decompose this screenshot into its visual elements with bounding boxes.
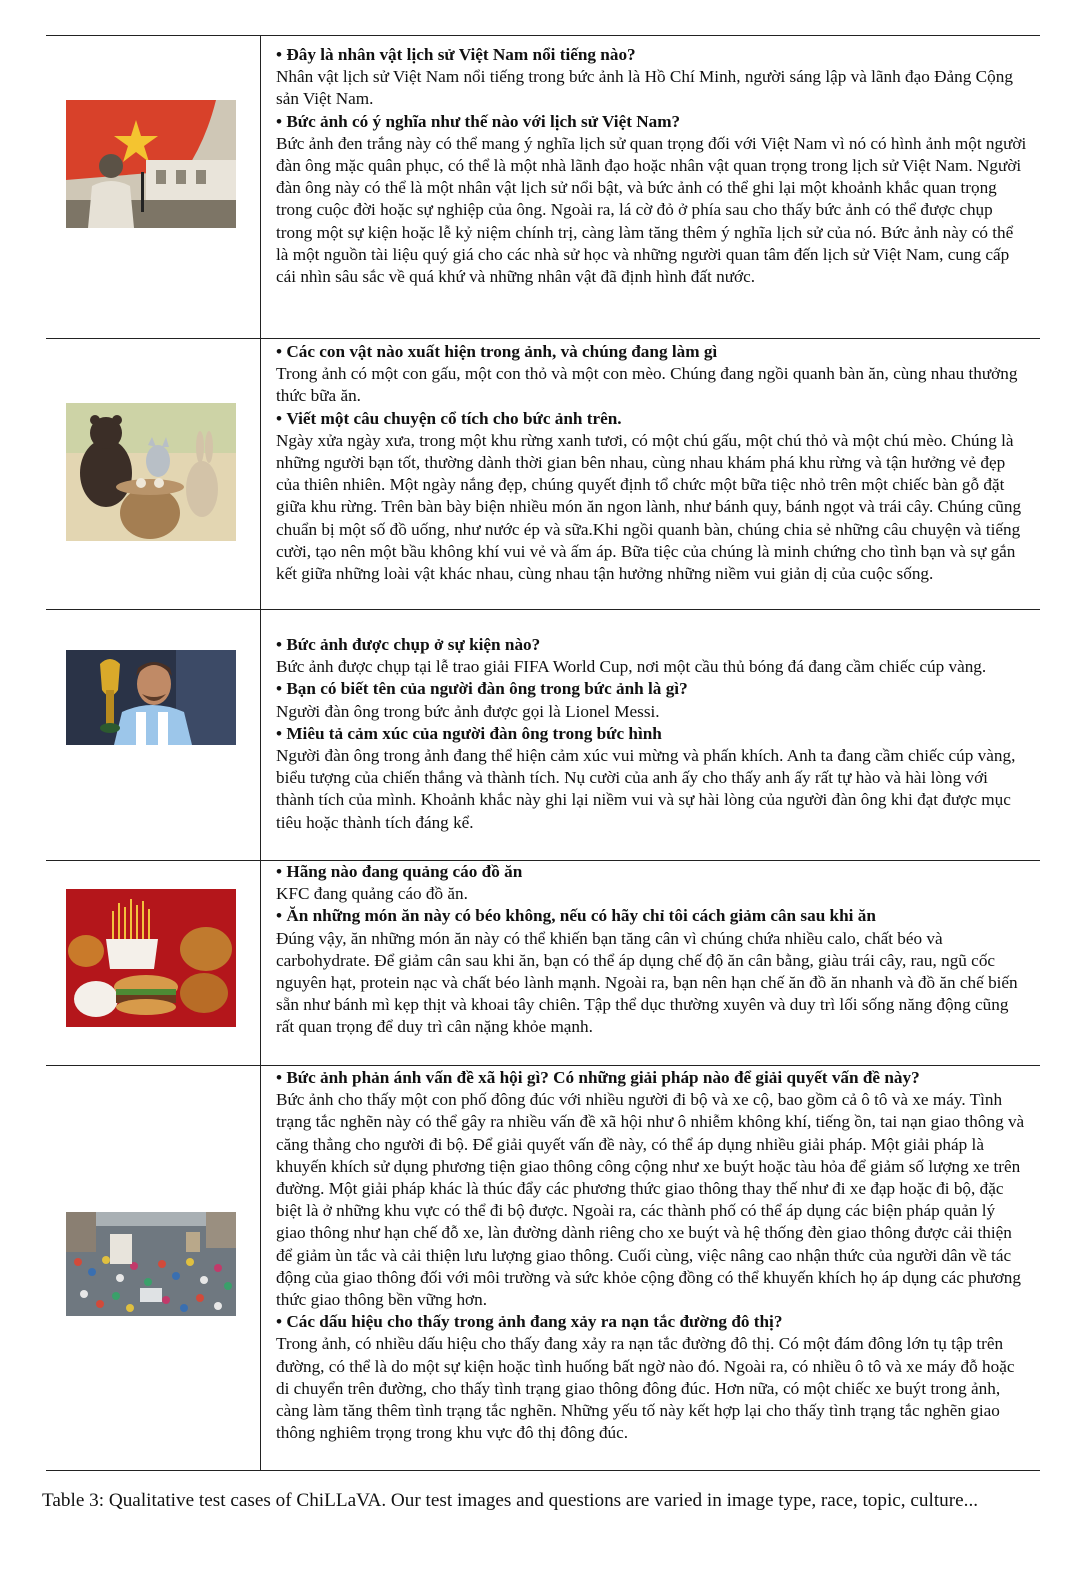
table-row	[46, 36, 1040, 339]
table-row	[46, 861, 1040, 1066]
question: • Bức ảnh được chụp ở sự kiện nào?	[276, 634, 1028, 656]
ho-chi-minh-flag-photo	[66, 100, 236, 228]
image-cell	[46, 610, 261, 860]
answer: Đúng vậy, ăn những món ăn này có thể khiến bạn tăng cân vì chúng chứa nhiều calo, chất béo và carbohydrate. Để giảm cân sau khi ăn, bạn có thể áp dụng chế độ ăn cân bằng, giàu trái cây, rau, ngũ cốc nguyên hạt, protein nạc và chất béo lành mạnh. Ngoài ra, bạn nên hạn chế ăn đồ ăn nhanh và đồ ăn chế biến sẵn như bánh mì kẹp thịt và khoai tây chiên. Tập thể dục thường xuyên và duy trì lối sống năng động cũng rất quan trọng để duy trì cân nặng khỏe mạnh.	[276, 928, 1018, 1037]
table-row	[46, 339, 1040, 610]
question: • Bức ảnh phản ánh vấn đề xã hội gì? Có những giải pháp nào để giải quyết vấn đề này?	[276, 1067, 1028, 1089]
question: • Viết một câu chuyện cổ tích cho bức ảnh trên.	[276, 408, 1028, 430]
answer: Nhân vật lịch sử Việt Nam nổi tiếng trong bức ảnh là Hồ Chí Minh, người sáng lập và lãnh đạo Đảng Cộng sản Việt Nam.	[276, 67, 1013, 109]
answer: Ngày xửa ngày xưa, trong một khu rừng xanh tươi, có một chú gấu, một chú thỏ và một chú mèo. Chúng là những người bạn tốt, thường dành thời gian bên nhau, cùng nhau khám phá khu rừng và tận hưởng vẻ đẹp của thiên nhiên. Một ngày nắng đẹp, chúng quyết định tổ chức một bữa tiệc nhỏ trên một chiếc bàn gỗ đặt giữa khu rừng. Trên bàn bày biện nhiều món ăn ngon lành, như bánh quy, bánh ngọt và trái cây. Chúng cũng chuẩn bị một số đồ uống, như nước ép và sữa.Khi ngồi quanh bàn, chúng chia sẻ những câu chuyện và tiếng cười, tạo nên một bầu không khí vui vẻ và ấm áp. Bữa tiệc của chúng là minh chứng cho tình bạn và sự gắn kết giữa những loài vật khác nhau, cùng nhau tận hưởng những niềm vui giản dị của cuộc sống.	[276, 430, 1022, 584]
question: • Đây là nhân vật lịch sử Việt Nam nổi tiếng nào?	[276, 44, 1028, 66]
kfc-fried-chicken-ad	[66, 889, 236, 1027]
answer: Bức ảnh đen trắng này có thể mang ý nghĩa lịch sử quan trọng đối với Việt Nam vì nó có hình ảnh một người đàn ông mặc quân phục, có thể là một nhà lãnh đạo hoặc nhân vật quan trọng trong lịch sử Việt Nam. Người đàn ông này có thể là một nhân vật lịch sử nổi bật, và bức ảnh có thể ghi lại một khoảnh khắc quan trọng trong cuộc đời hoặc sự nghiệp của ông. Ngoài ra, lá cờ đỏ ở phía sau cho thấy bức ảnh có thể được chụp trong một sự kiện hoặc lễ kỷ niệm chính trị, càng làm tăng thêm ý nghĩa lịch sử của nó. Bức ảnh này có thể là một nguồn tài liệu quý giá cho các nhà sử học và những người quan tâm đến lịch sử Việt Nam, cung cấp cái nhìn sâu sắc về quá khứ và những nhân vật đã định hình đất nước.	[276, 133, 1027, 287]
traffic-jam-street-photo	[66, 1212, 236, 1316]
answer: Người đàn ông trong ảnh đang thể hiện cảm xúc vui mừng và phấn khích. Anh ta đang cầm chiếc cúp vàng, biểu tượng của chiến thắng và thành tích. Nụ cười của anh ấy cho thấy anh ấy rất tự hào và hài lòng với thành tích của mình. Khoảnh khắc này ghi lại niềm vui và sự hài lòng của người đàn ông khi đạt được mục tiêu hoặc thành tích đáng kể.	[276, 746, 1016, 832]
bear-rabbit-cat-illustration	[66, 403, 236, 541]
answer: Trong ảnh có một con gấu, một con thỏ và một con mèo. Chúng đang ngồi quanh bàn ăn, cùng nhau thưởng thức bữa ăn.	[276, 364, 1018, 406]
answer: Bức ảnh cho thấy một con phố đông đúc với nhiều người đi bộ và xe cộ, bao gồm cả ô tô và xe máy. Tình trạng tắc nghẽn này có thể gây ra nhiều vấn đề xã hội như ô nhiễm không khí, tiếng ồn, tai nạn giao thông và căng thẳng cho người đi bộ. Để giải quyết vấn đề này, có thể áp dụng nhiều giải pháp. Một giải pháp là khuyến khích sử dụng phương tiện giao thông công cộng như xe buýt hoặc tàu hỏa để giảm số lượng xe trên đường. Một giải pháp khác là thúc đẩy các phương thức giao thông thay thế như đi xe đạp hoặc đi bộ, đặc biệt là ở những khu vực có thể đi bộ được. Ngoài ra, các thành phố có thể áp dụng các biện pháp quản lý giao thông như hạn chế đỗ xe, làn đường dành riêng cho xe buýt và hệ thống đèn giao thông được cải thiện để giảm ùn tắc và cải thiện lưu lượng giao thông. Cuối cùng, việc nâng cao nhận thức của người dân về tác động của giao thông đối với môi trường và sức khỏe cộng đồng có thể khuyến khích họ áp dụng các phương thức giao thông bền vững hơn.	[276, 1090, 1025, 1310]
image-cell	[46, 36, 261, 338]
table-row	[46, 610, 1040, 861]
question: • Bạn có biết tên của người đàn ông trong bức ảnh là gì?	[276, 678, 1028, 700]
question: • Các con vật nào xuất hiện trong ảnh, và chúng đang làm gì	[276, 341, 1028, 363]
qualitative-table	[46, 35, 1040, 1471]
question: • Bức ảnh có ý nghĩa như thế nào với lịch sử Việt Nam?	[276, 111, 1028, 133]
table-row	[46, 1066, 1040, 1471]
question: • Hãng nào đang quảng cáo đồ ăn	[276, 861, 1028, 883]
answer: Bức ảnh được chụp tại lễ trao giải FIFA World Cup, nơi một cầu thủ bóng đá đang cầm chiếc cúp vàng.	[276, 657, 987, 677]
answer: Người đàn ông trong bức ảnh được gọi là Lionel Messi.	[276, 701, 660, 721]
table-caption: Table 3: Qualitative test cases of ChiLLaVA. Our test images and questions are varied in image type, race, topic, culture...	[42, 1490, 979, 1511]
question: • Miêu tả cảm xúc của người đàn ông trong bức hình	[276, 723, 1028, 745]
image-cell	[46, 861, 261, 1065]
answer: KFC đang quảng cáo đồ ăn.	[276, 884, 468, 904]
image-cell	[46, 1066, 261, 1470]
image-cell	[46, 339, 261, 609]
messi-world-cup-photo	[66, 650, 236, 745]
answer: Trong ảnh, có nhiều dấu hiệu cho thấy đang xảy ra nạn tắc đường đô thị. Có một đám đông lớn tụ tập trên đường, có thể là do một sự kiện hoặc tình huống bất ngờ nào đó. Ngoài ra, có nhiều ô tô và xe máy đỗ hoặc di chuyển trên đường, cho thấy tình trạng giao thông đông đúc. Hơn nữa, có một chiếc xe buýt trong ảnh, càng làm tăng thêm tình trạng tắc nghẽn. Những yếu tố này kết hợp lại cho thấy tình trạng tắc nghẽn giao thông nghiêm trọng trong khu vực đô thị đông đúc.	[276, 1334, 1015, 1443]
question: • Các dấu hiệu cho thấy trong ảnh đang xảy ra nạn tắc đường đô thị?	[276, 1311, 1028, 1333]
question: • Ăn những món ăn này có béo không, nếu có hãy chỉ tôi cách giảm cân sau khi ăn	[276, 905, 1028, 927]
